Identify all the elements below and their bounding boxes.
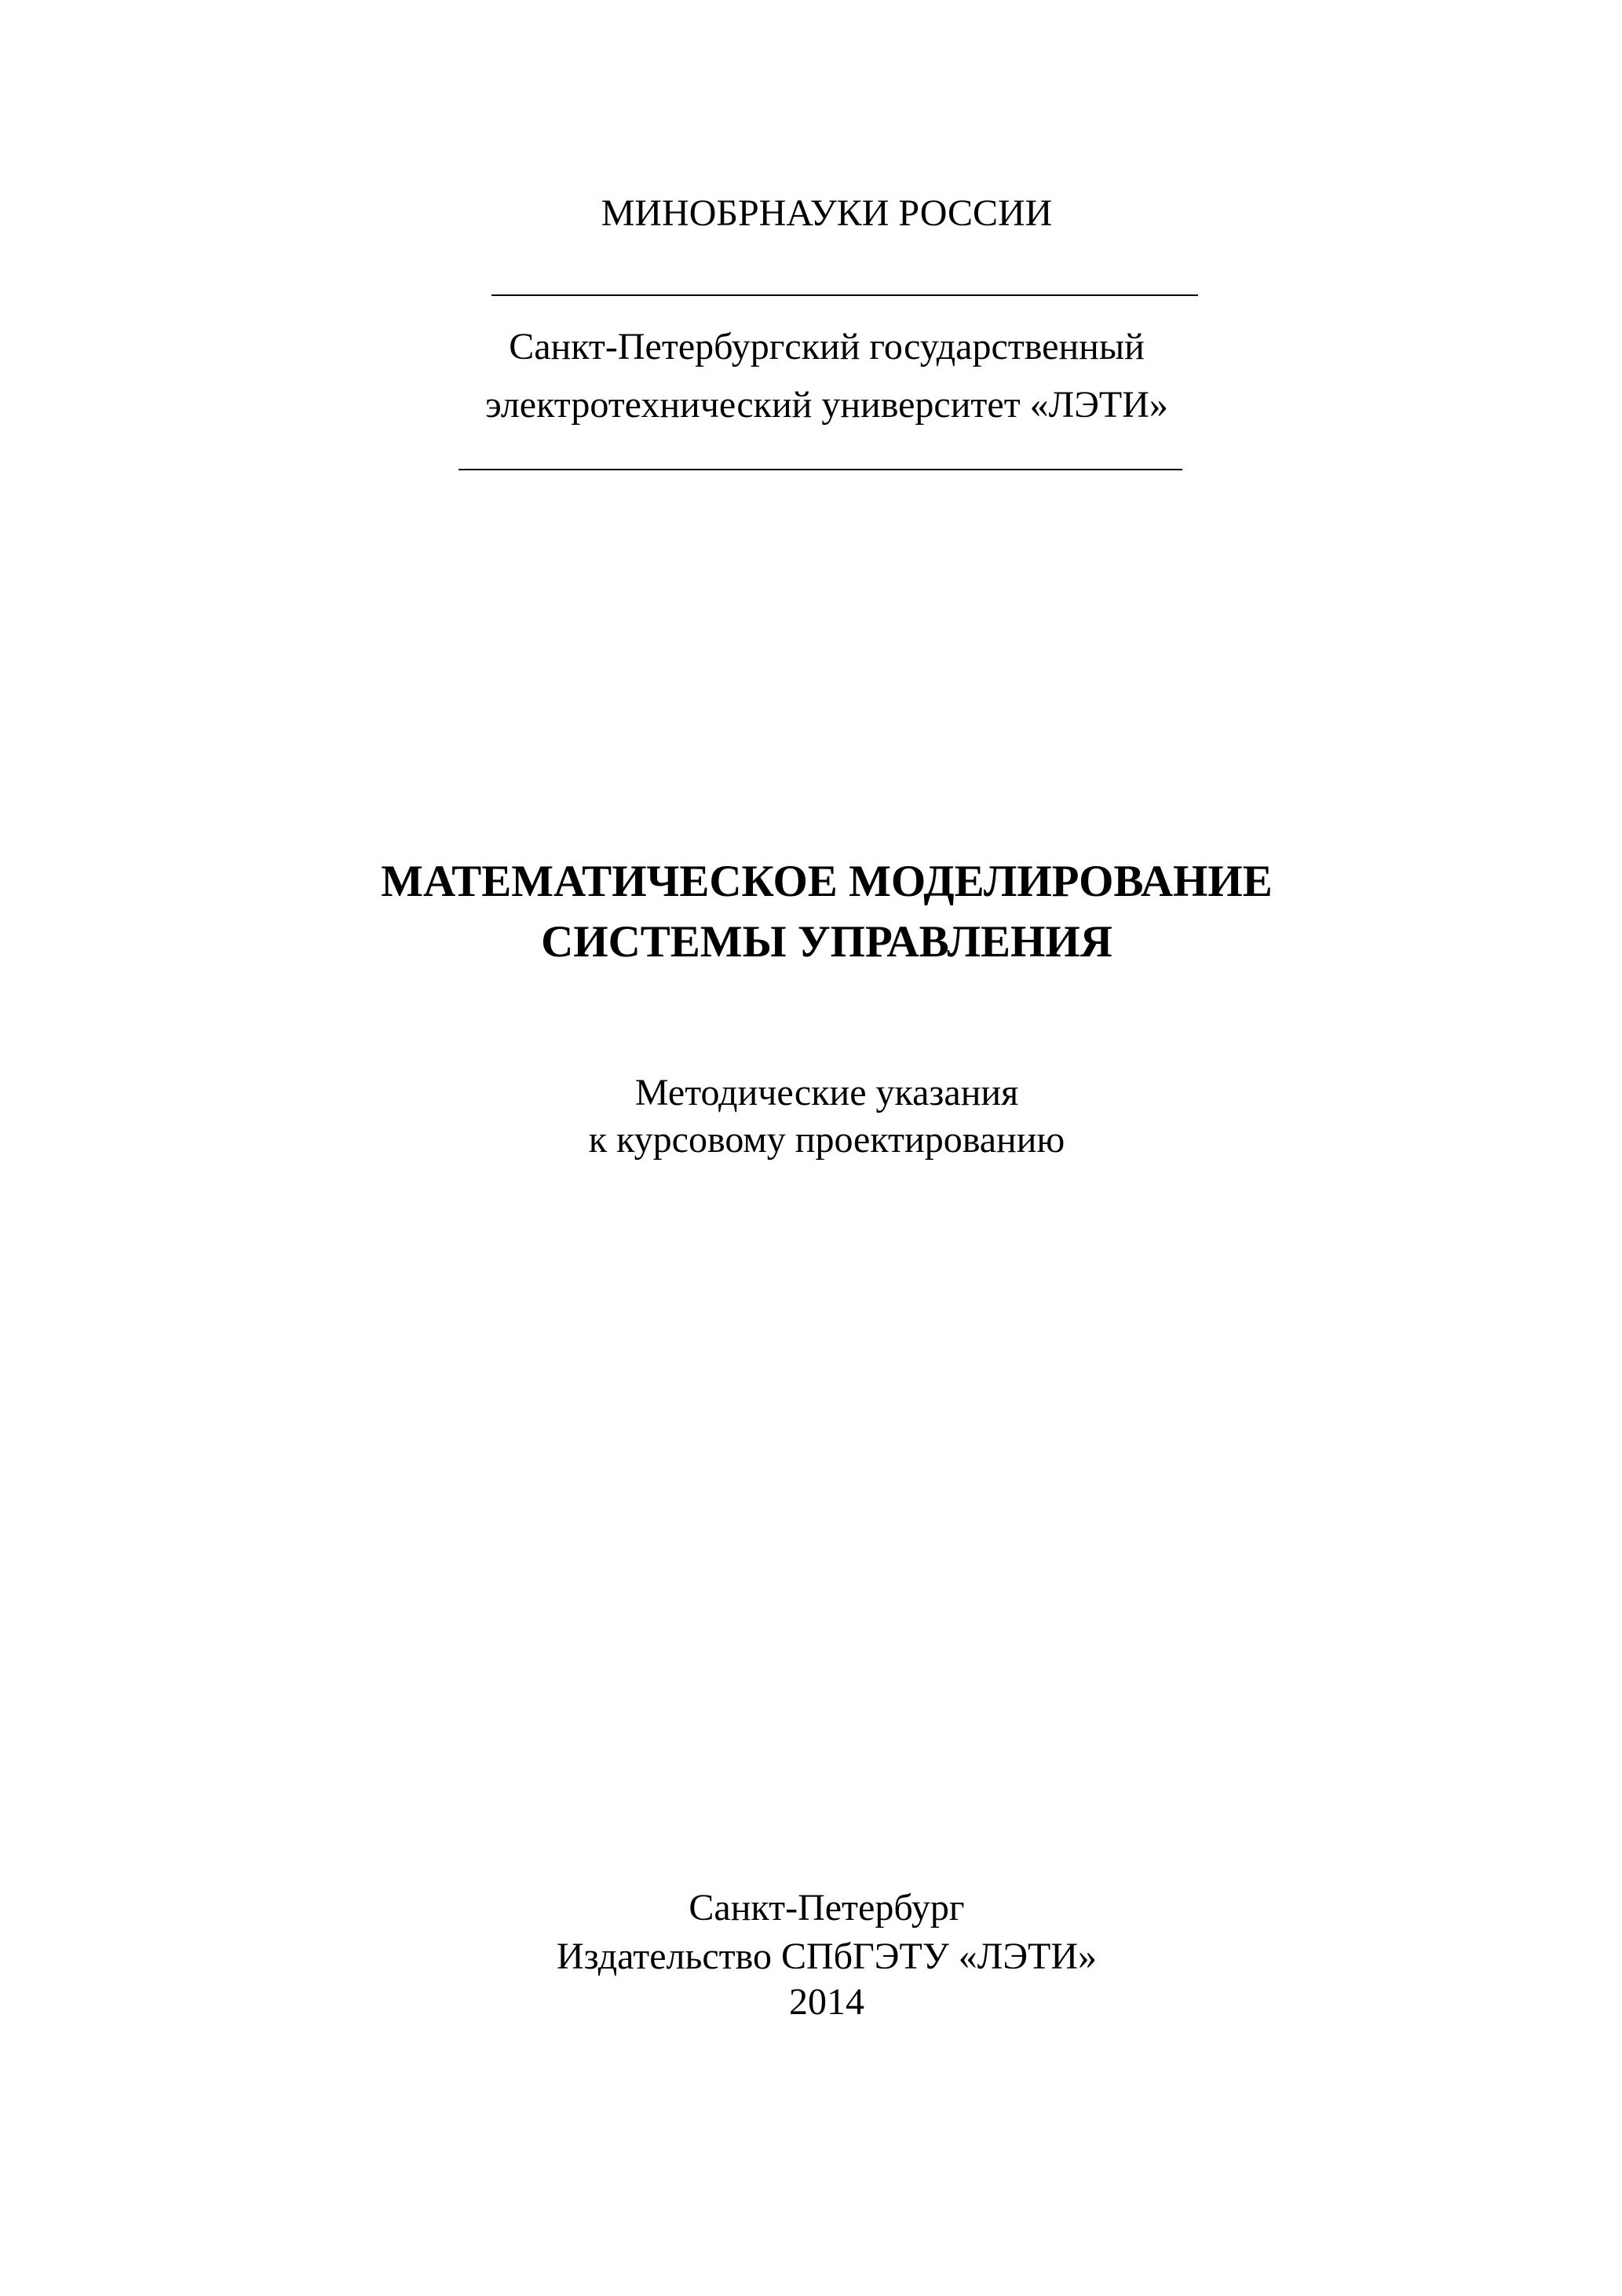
university-name-line2: электротехнический университет «ЛЭТИ» (485, 384, 1168, 426)
header-rule-top (491, 294, 1198, 296)
imprint-city: Санкт-Петербург (689, 1887, 965, 1929)
ministry-name: МИНОБРНАУКИ РОССИИ (601, 192, 1053, 234)
header-rule-bottom (458, 469, 1182, 470)
university-name-line1: Санкт-Петербургский государственный (509, 326, 1145, 367)
imprint-publisher: Издательство СПбГЭТУ «ЛЭТИ» (556, 1936, 1098, 1977)
document-title-line1: МАТЕМАТИЧЕСКОЕ МОДЕЛИРОВАНИЕ (381, 857, 1273, 906)
subtitle-line2: к курсовому проектированию (588, 1119, 1065, 1161)
document-title-line2: СИСТЕМЫ УПРАВЛЕНИЯ (541, 917, 1112, 967)
imprint-year: 2014 (789, 1981, 864, 2023)
subtitle-line1: Методические указания (634, 1072, 1019, 1113)
